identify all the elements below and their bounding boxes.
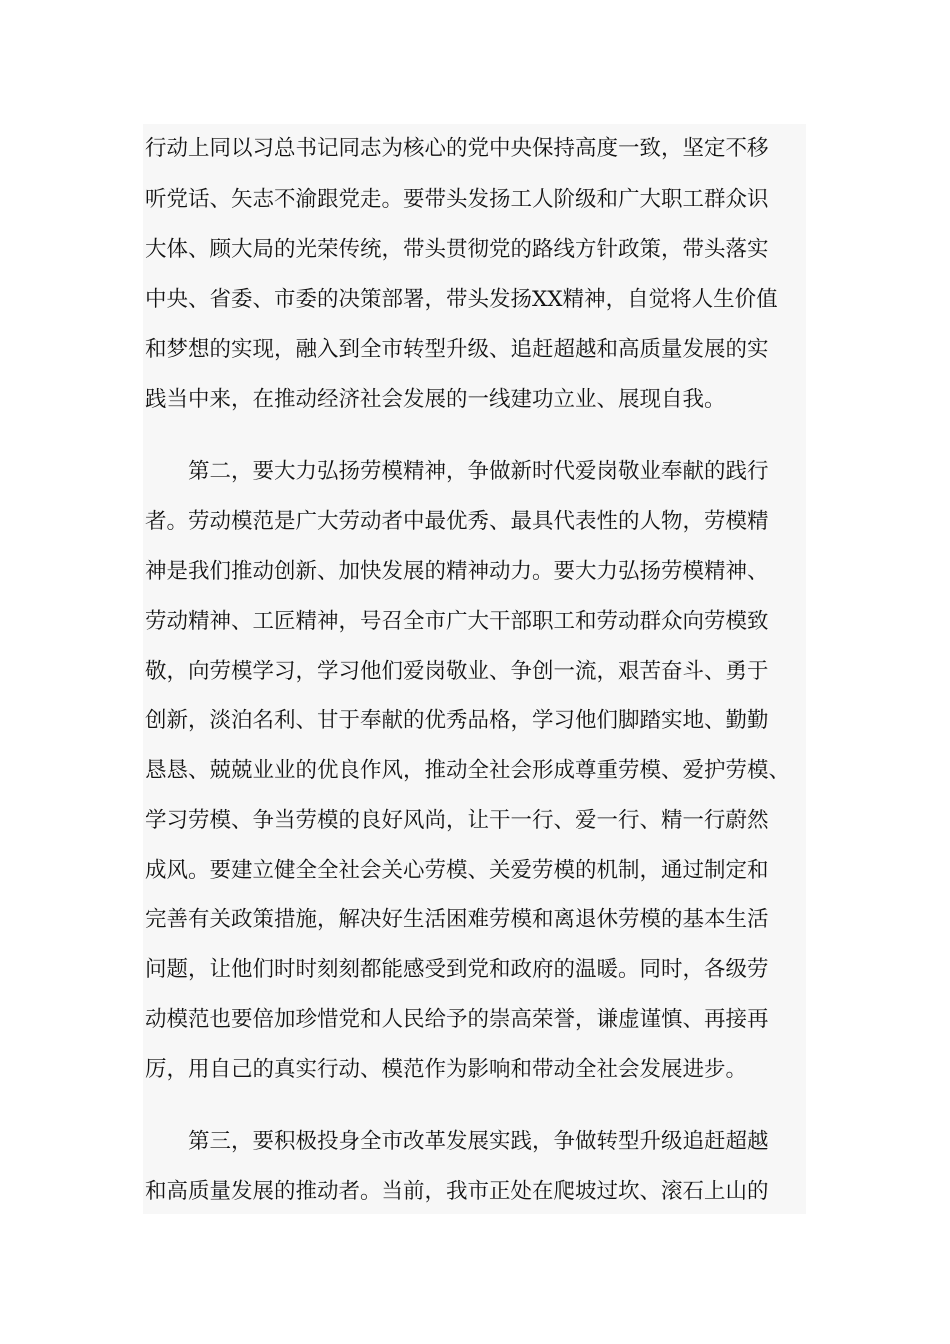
text-line: 大体、顾大局的光荣传统，带头贯彻党的路线方针政策，带头落实 [145,237,769,262]
text-line: 劳动精神、工匠精神，号召全市广大干部职工和劳动群众向劳模致 [145,609,769,634]
text-line: 学习劳模、争当劳模的良好风尚，让干一行、爱一行、精一行蔚然 [145,808,769,833]
text-line: 和高质量发展的推动者。当前，我市正处在爬坡过坎、滚石上山的 [145,1179,769,1204]
text-line: 行动上同以习总书记同志为核心的党中央保持高度一致，坚定不移 [145,136,769,161]
text-line: 中央、省委、市委的决策部署，带头发扬XX精神，自觉将人生价值 [145,287,778,312]
text-line: 问题，让他们时时刻刻都能感受到党和政府的温暖。同时，各级劳 [145,957,769,982]
text-line: 成风。要建立健全全社会关心劳模、关爱劳模的机制，通过制定和 [145,858,769,883]
text-line: 恳恳、兢兢业业的优良作风，推动全社会形成尊重劳模、爱护劳模、 [145,758,791,783]
text-line: 和梦想的实现，融入到全市转型升级、追赶超越和高质量发展的实 [145,337,769,362]
text-line: 第二，要大力弘扬劳模精神，争做新时代爱岗敬业奉献的践行 [145,459,769,484]
text-line: 践当中来，在推动经济社会发展的一线建功立业、展现自我。 [145,387,726,412]
text-line: 第三，要积极投身全市改革发展实践，争做转型升级追赶超越 [145,1129,769,1154]
text-line: 神是我们推动创新、加快发展的精神动力。要大力弘扬劳模精神、 [145,559,769,584]
text-line: 动模范也要倍加珍惜党和人民给予的崇高荣誉，谦虚谨慎、再接再 [145,1007,769,1032]
text-line: 听党话、矢志不渝跟党走。要带头发扬工人阶级和广大职工群众识 [145,187,769,212]
text-line: 者。劳动模范是广大劳动者中最优秀、最具代表性的人物，劳模精 [145,509,769,534]
text-line: 厉，用自己的真实行动、模范作为影响和带动全社会发展进步。 [145,1057,748,1082]
text-line: 完善有关政策措施，解决好生活困难劳模和离退休劳模的基本生活 [145,907,769,932]
text-line: 敬，向劳模学习，学习他们爱岗敬业、争创一流，艰苦奋斗、勇于 [145,659,769,684]
text-line: 创新，淡泊名利、甘于奉献的优秀品格，学习他们脚踏实地、勤勤 [145,708,769,733]
